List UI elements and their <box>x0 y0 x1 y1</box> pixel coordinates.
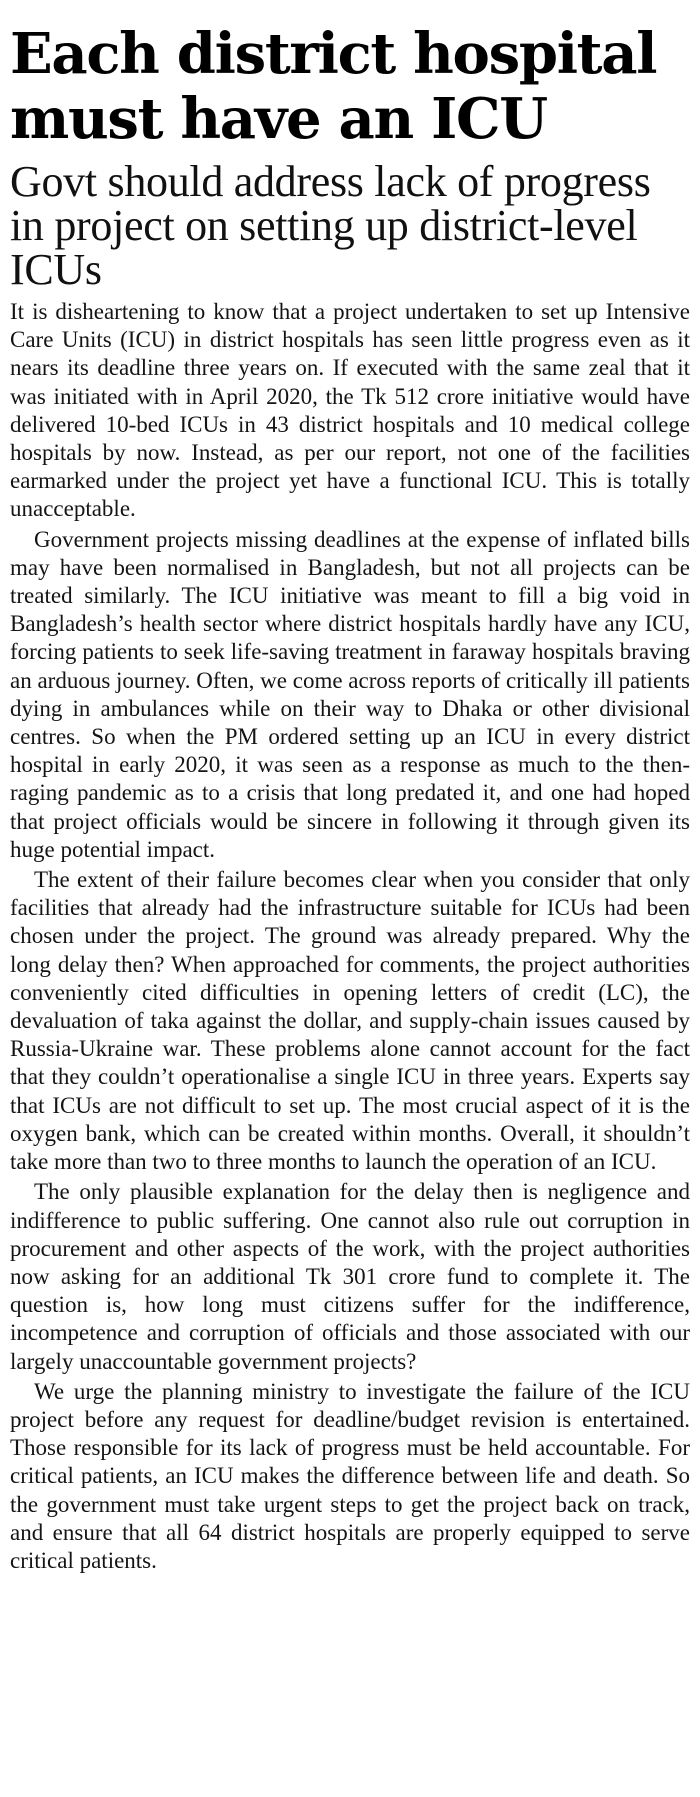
article-body <box>10 298 690 1575</box>
paragraph-1: It is disheartening to know that a project undertaken to set up Intensive Care Units (ICU) in district hospitals has seen little progress even as it nears its deadline three years on. If executed with the same zeal that it was initiated with in April 2020, the Tk 512 crore initiative would have delivered 10-bed ICUs in 43 district hospitals and 10 medical college hospitals by now. Instead, as per our report, not one of the facilities earmarked under the project yet have a functional ICU. This is totally unacceptable. <box>10 299 690 522</box>
subheadline: Govt should address lack of progress in project on setting up district-level ICUs <box>10 157 651 294</box>
paragraph-3: The extent of their failure becomes clear when you consider that only facilities that already had the infrastructure suitable for ICUs had been chosen under the project. The ground was already prepared. Why the long delay then? When approached for comments, the project authorities conveniently cited difficulties in opening letters of credit (LC), the devaluation of taka against the dollar, and supply-chain issues caused by Russia-Ukraine war. These problems alone cannot account for the fact that they couldn’t operationalise a single ICU in three years. Experts say that ICUs are not difficult to set up. The most crucial aspect of it is the oxygen bank, which can be created within months. Overall, it shouldn’t take more than two to three months to launch the operation of an ICU. <box>10 867 690 1175</box>
paragraph-2: Government projects missing deadlines at the expense of inflated bills may have been normalised in Bangladesh, but not all projects can be treated similarly. The ICU initiative was meant to fill a big void in Bangladesh’s health sector where district hospitals hardly have any ICU, forcing patients to seek life-saving treatment in faraway hospitals braving an arduous journey. Often, we come across reports of critically ill patients dying in ambulances while on their way to Dhaka or other divisional centres. So when the PM ordered setting up an ICU in every district hospital in early 2020, it was seen as a response as much to the then-raging pandemic as to a crisis that long predated it, and one had hoped that project officials would be sincere in following it through given its huge potential impact. <box>10 526 690 862</box>
paragraph-5: We urge the planning ministry to investigate the failure of the ICU project before any request for deadline/budget revision is entertained. Those responsible for its lack of progress must be held accountable. For critical patients, an ICU makes the difference between life and death. So the government must take urgent steps to get the project back on track, and ensure that all 64 district hospitals are properly equipped to serve critical patients. <box>10 1378 690 1573</box>
headline: Each district hospital must have an ICU <box>10 21 657 152</box>
paragraph-4: The only plausible explanation for the delay then is negligence and indifference to public suffering. One cannot also rule out corruption in procurement and other aspects of the work, with the project authorities now asking for an additional Tk 301 crore fund to complete it. The question is, how long must citizens suffer for the indifference, incompetence and corruption of officials and those associated with our largely unaccountable government projects? <box>10 1179 690 1374</box>
